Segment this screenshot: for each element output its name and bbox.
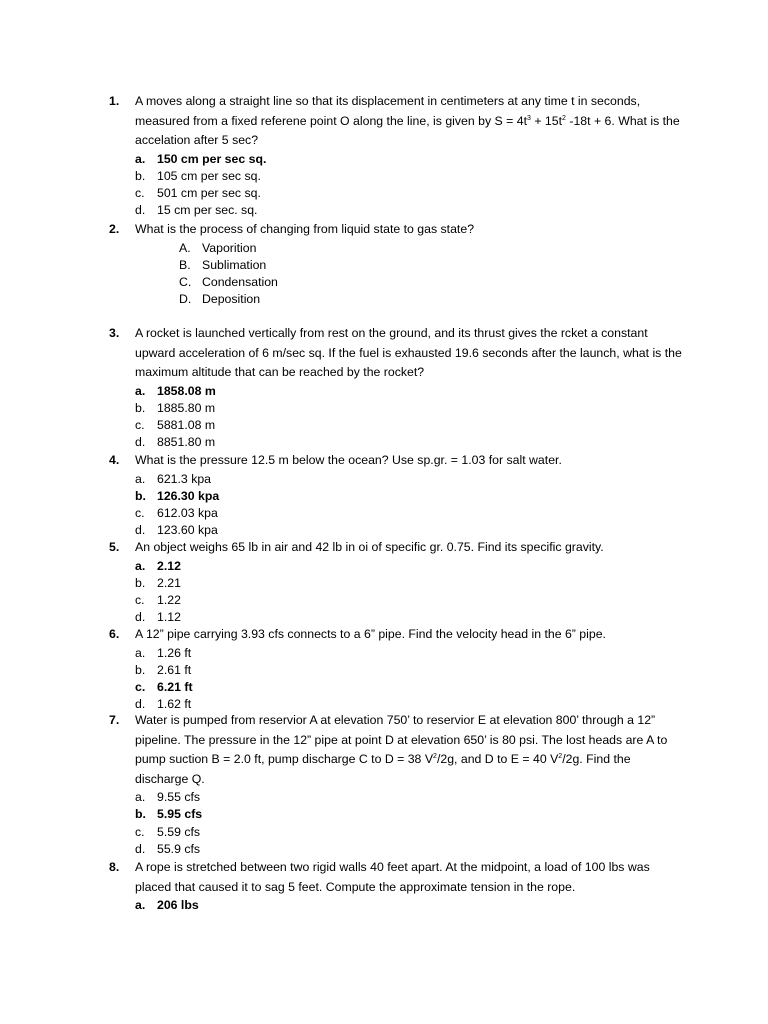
option-b: b. 1885.80 m — [135, 400, 216, 415]
question-text: What is the process of changing from liquid state to gas state? — [135, 222, 475, 236]
option-b: b. 126.30 kpa — [135, 488, 220, 503]
question-number: 6. — [109, 627, 120, 641]
option-a: a. 1858.08 m — [135, 383, 216, 398]
question-text: A moves along a straight line so that its displacement in centimeters at any time t in seconds, measured from a fixed referene point O along the line, is given by $S = 4t^3 + 15t^2$ -18t + 6. What is the accelation after 5 sec? — [135, 94, 680, 147]
question-8 — [109, 858, 684, 914]
question-text: A 12” pipe carrying 3.93 cfs connects to a 6” pipe. Find the velocity head in the 6” pipe. — [135, 627, 606, 641]
question-6 — [109, 625, 684, 714]
options-list — [135, 383, 684, 452]
question-7 — [109, 711, 684, 858]
question-text: What is the pressure 12.5 m below the ocean? Use sp.gr. = 1.03 for salt water. — [135, 453, 562, 467]
question-3 — [109, 324, 684, 452]
options-list — [135, 789, 684, 858]
question-text: An object weighs 65 lb in air and 42 lb in oi of specific gr. 0.75. Find its specific gravity. — [135, 540, 604, 554]
option-d: d. 123.60 kpa — [135, 523, 218, 538]
option-c: c. 612.03 kpa — [135, 506, 218, 521]
options-list — [135, 897, 684, 914]
option-c: c. 5.59 cfs — [135, 824, 201, 839]
question-number: 7. — [109, 713, 120, 727]
option-a: a. 206 lbs — [135, 898, 199, 912]
question-2 — [109, 220, 684, 309]
option-c: c. 501 cm per sec sq. — [135, 186, 261, 201]
question-text: Water is pumped from reservior A at elevation 750’ to reservior E at elevation 800’ through a 12” pipeline. The pressure in the 12” pipe at point D at elevation 650’ is 80 psi. The lost heads are A to pump suction B = 2.0 ft, pump discharge C to D = 38 $V^2/2g$, and D to E = 40 $V^2/2g$. Find the discharge Q. — [135, 713, 668, 786]
option-b: b. 105 cm per sec sq. — [135, 168, 261, 183]
option-b: b. 2.61 ft — [135, 662, 192, 677]
options-list — [135, 558, 684, 627]
question-number: 1. — [109, 94, 120, 108]
question-1 — [109, 92, 684, 220]
question-number: 3. — [109, 326, 120, 340]
question-5 — [109, 538, 684, 627]
option-a: a. 9.55 cfs — [135, 790, 201, 804]
option-b: b. 2.21 — [135, 575, 181, 590]
option-d: d. 1.12 — [135, 610, 181, 625]
question-number: 5. — [109, 540, 120, 554]
option-d: d. 15 cm per sec. sq. — [135, 203, 258, 218]
question-text: A rocket is launched vertically from rest on the ground, and its thrust gives the rcket a constant upward acceleration of 6 m/sec sq. If the fuel is exhausted 19.6 seconds after the launch, what is the maximum altitude that can be reached by the rocket? — [135, 326, 682, 379]
option-a: A. Vaporition — [179, 240, 257, 255]
options-list — [135, 471, 684, 540]
option-a: a. 2.12 — [135, 558, 181, 573]
option-c: c. 5881.08 m — [135, 418, 216, 433]
option-d: d. 8851.80 m — [135, 435, 216, 450]
question-text: A rope is stretched between two rigid walls 40 feet apart. At the midpoint, a load of 100 lbs was placed that caused it to sag 5 feet. Compute the approximate tension in the rope. — [135, 860, 650, 894]
option-d: D. Deposition — [179, 292, 261, 307]
option-a: a. 621.3 kpa — [135, 471, 212, 486]
question-number: 2. — [109, 222, 120, 236]
question-number: 8. — [109, 860, 120, 874]
option-d: d. 1.62 ft — [135, 697, 192, 712]
option-b: B. Sublimation — [179, 257, 267, 272]
options-list — [135, 151, 684, 220]
option-c: C. Condensation — [179, 275, 278, 290]
option-b: b. 5.95 cfs — [135, 807, 203, 822]
option-d: d. 55.9 cfs — [135, 841, 201, 856]
option-c: c. 1.22 — [135, 593, 181, 608]
question-number: 4. — [109, 453, 120, 467]
options-list — [135, 645, 684, 714]
options-list — [135, 240, 684, 309]
option-c: c. 6.21 ft — [135, 680, 193, 695]
option-a: a. 150 cm per sec sq. — [135, 151, 267, 166]
question-4 — [109, 451, 684, 540]
option-a: a. 1.26 ft — [135, 645, 192, 660]
